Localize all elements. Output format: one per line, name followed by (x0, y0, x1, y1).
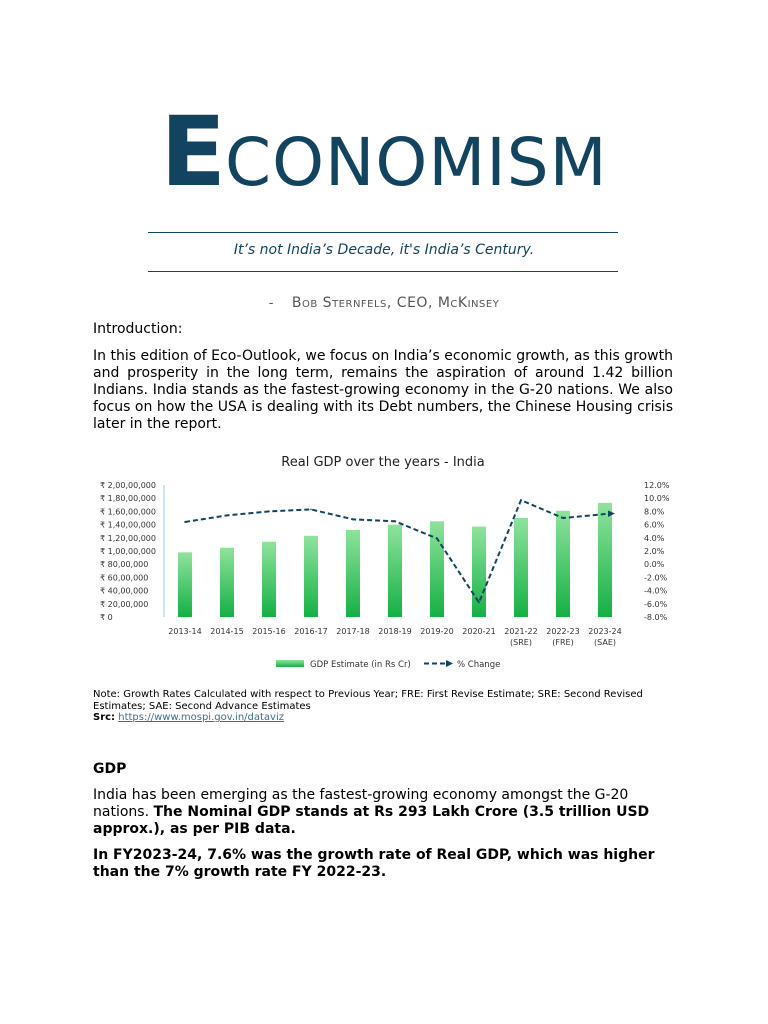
growth-point (268, 511, 270, 513)
x-tick-label: 2023-24 (588, 627, 622, 636)
growth-point (436, 538, 438, 540)
attribution-dash: - (268, 296, 274, 311)
growth-point (520, 499, 522, 501)
left-tick-label: ₹ 2,00,00,000 (100, 481, 156, 490)
legend-bar-label: GDP Estimate (in Rs Cr) (310, 660, 411, 670)
x-tick-label: 2019-20 (420, 627, 454, 636)
x-tick-label: 2014-15 (210, 627, 244, 636)
growth-point (184, 521, 186, 523)
gdp-bar (388, 525, 402, 617)
gdp-paragraph-bold: The Nominal GDP stands at Rs 293 Lakh Crore (3.5 trillion USD approx.), as per PIB data. (93, 804, 650, 837)
legend-bar-swatch (276, 660, 304, 667)
right-tick-label: -4.0% (644, 586, 668, 596)
growth-point (562, 517, 564, 519)
x-tick-label: 2022-23 (546, 627, 580, 636)
gdp-bar (598, 503, 612, 617)
right-axis-ticks (644, 481, 670, 622)
x-tick-label: 2013-14 (168, 627, 202, 636)
gdp-growth-paragraph: In FY2023-24, 7.6% was the growth rate of Real GDP, which was higher than the 7% growth rate FY 2022-23. (93, 847, 655, 880)
gdp-bar (514, 518, 528, 617)
intro-paragraph: In this edition of Eco-Outlook, we focus on India’s economic growth, as this growth and prosperity in the long term, remains the aspiration of around 1.42 billion Indians. India stands as the fastest-growing economy in the G-20 nations. We also focus on how the USA is dealing with its Debt numbers, the Chinese Housing crisis later in the report. (93, 348, 673, 432)
left-tick-label: ₹ 1,60,00,000 (100, 507, 156, 517)
x-tick-label: 2018-19 (378, 627, 412, 636)
quote-attribution (0, 295, 768, 311)
left-tick-label: ₹ 20,00,000 (100, 599, 149, 609)
x-tick-label: 2016-17 (294, 627, 328, 636)
right-tick-label: 6.0% (644, 520, 665, 530)
right-tick-label: 2.0% (644, 547, 665, 556)
growth-point (226, 515, 228, 517)
growth-point (478, 602, 480, 604)
right-tick-label: 10.0% (644, 494, 670, 504)
gdp-paragraph (93, 787, 673, 838)
pull-quote: It’s not India’s Decade, it's India’s Century. (233, 242, 535, 258)
left-tick-label: ₹ 60,00,000 (100, 573, 149, 583)
right-tick-label: 12.0% (644, 481, 670, 490)
attribution-text: Bob Sternfels, CEO, McKinsey (291, 295, 500, 311)
x-tick-label: 2020-21 (462, 627, 496, 636)
right-tick-label: 8.0% (644, 507, 665, 517)
intro-heading: Introduction: (93, 321, 183, 337)
gdp-heading: GDP (93, 761, 127, 777)
legend-arrow-icon (446, 660, 453, 667)
masthead-title (0, 96, 768, 208)
gdp-bar (556, 511, 570, 617)
growth-point (604, 513, 606, 515)
x-tick-label: 2021-22 (504, 627, 538, 636)
quote-bottom-rule (148, 271, 618, 272)
left-tick-label: ₹ 1,20,00,000 (100, 533, 156, 543)
x-axis-ticks (168, 627, 621, 647)
left-tick-label: ₹ 1,00,00,000 (100, 547, 156, 556)
right-tick-label: -6.0% (644, 599, 668, 609)
gdp-bar (304, 536, 318, 617)
left-tick-label: ₹ 0 (100, 613, 113, 622)
left-tick-label: ₹ 1,40,00,000 (100, 520, 156, 530)
right-tick-label: -8.0% (644, 613, 668, 622)
x-tick-sublabel: (SRE) (510, 638, 532, 647)
right-tick-label: -2.0% (644, 573, 668, 583)
gdp-chart (96, 447, 670, 679)
x-tick-sublabel: (SAE) (594, 638, 616, 647)
right-tick-label: 0.0% (644, 560, 665, 570)
chart-title: Real GDP over the years - India (281, 455, 485, 470)
source-label: Src: (93, 712, 116, 723)
left-tick-label: ₹ 80,00,000 (100, 560, 149, 570)
growth-point (394, 521, 396, 523)
left-tick-label: ₹ 1,80,00,000 (100, 494, 156, 504)
source-link[interactable]: https://www.mospi.gov.in/dataviz (118, 712, 285, 723)
bar-series (178, 503, 612, 617)
growth-point (352, 519, 354, 521)
chart-note: Note: Growth Rates Calculated with respect to Previous Year; FRE: First Revise Estimate; SRE: Second Revised Estimates; SAE: Second Advance Estimates (93, 689, 643, 712)
gdp-paragraph-plain: India has been emerging as the fastest-growing economy amongst the G-20 nations. (93, 787, 629, 820)
left-axis-ticks (100, 481, 156, 622)
quote-top-rule (148, 232, 618, 233)
masthead-initial: E (160, 96, 225, 208)
x-tick-label: 2017-18 (336, 627, 370, 636)
gdp-bar (220, 548, 234, 617)
right-tick-label: 4.0% (644, 533, 665, 543)
legend-line-label: % Change (457, 660, 501, 670)
gdp-bar (346, 530, 360, 617)
left-tick-label: ₹ 40,00,000 (100, 586, 149, 596)
gdp-bar (472, 527, 486, 617)
gdp-bar (262, 542, 276, 617)
x-tick-label: 2015-16 (252, 627, 286, 636)
chart-legend (276, 660, 500, 670)
x-tick-sublabel: (FRE) (552, 638, 574, 647)
masthead-rest: CONOMISM (224, 124, 608, 201)
growth-point (310, 509, 312, 511)
source-line (93, 712, 284, 724)
gdp-bar (178, 552, 192, 617)
